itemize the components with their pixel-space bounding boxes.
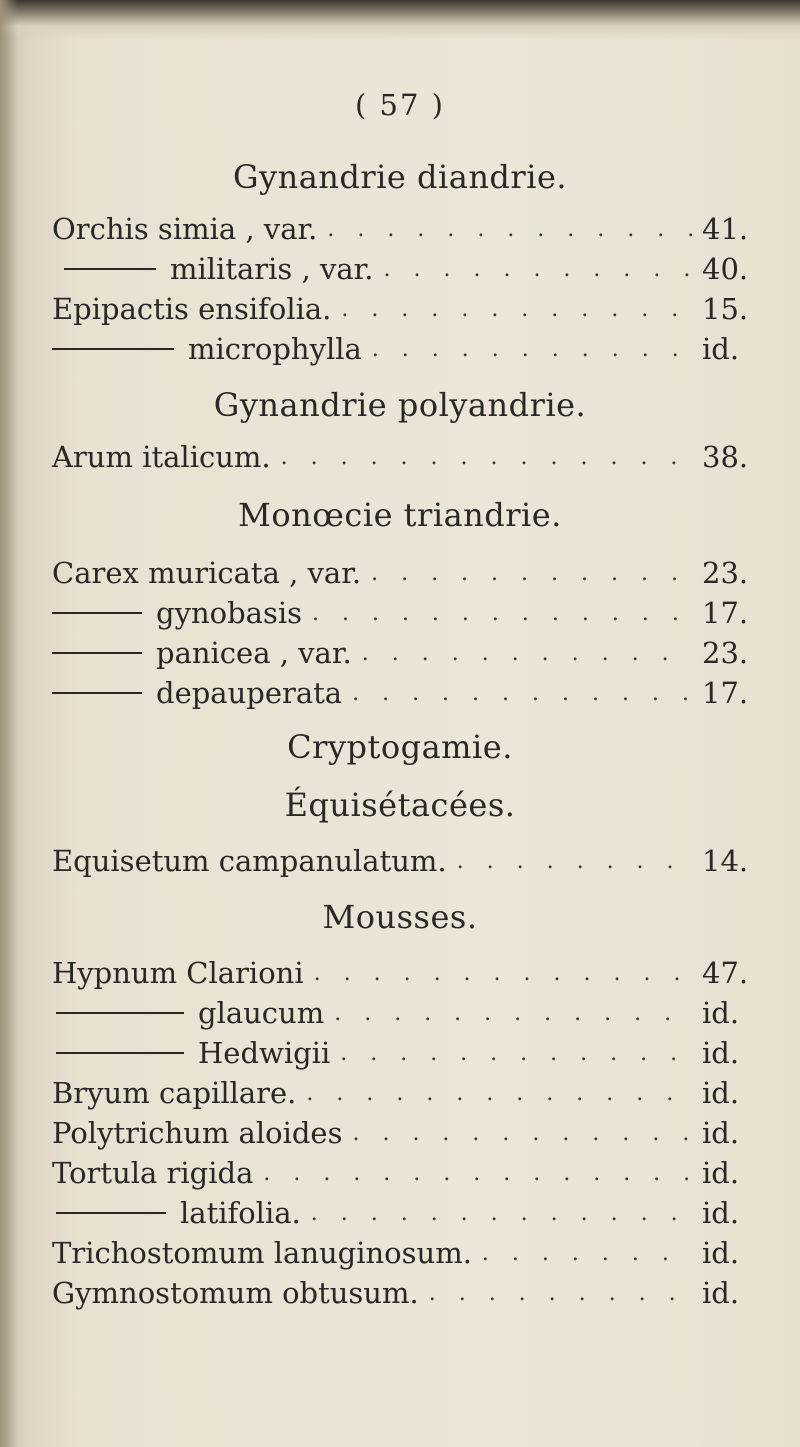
list-item [52,1076,752,1116]
page-top-edge [0,0,800,40]
leader-dots [352,1121,692,1146]
leader-dots [327,217,692,242]
leader-dots [312,601,692,626]
leader-dots [340,1041,692,1066]
page-reference: 23. [702,556,749,590]
taxon-name: Hypnum Clarioni [52,956,304,990]
taxon-name: Polytrichum aloides [52,1116,343,1150]
taxon-name: microphylla [188,332,362,366]
taxon-name: Carex muricata , var. [52,556,362,590]
ditto-dash [64,268,156,270]
page-reference: id. [702,1036,740,1070]
taxon-name: glaucum [198,996,325,1030]
taxon-name: Epipactis ensifolia. [52,292,332,326]
section-heading-cryptogamie: Cryptogamie. [287,728,513,766]
page-reference: 17. [702,676,749,710]
leader-dots [362,641,692,666]
taxon-name: gynobasis [156,596,302,630]
list-item [52,212,752,252]
list-item [52,252,752,292]
section-heading-gynandrie-diandrie: Gynandrie diandrie. [232,158,568,196]
list-item [52,1036,752,1076]
section-heading-gynandrie-polyandrie: Gynandrie polyandrie. [213,386,587,424]
taxon-name: militaris , var. [170,252,374,286]
list-item [52,996,752,1036]
list-item [52,292,752,332]
taxon-name: Arum italicum. [52,440,271,474]
list-item [52,596,752,636]
page-reference: id. [702,1276,740,1310]
list-item [52,844,752,884]
list-item [52,332,752,372]
ditto-dash [52,612,142,614]
page-reference: 14. [702,844,749,878]
list-item [52,636,752,676]
taxon-name: Trichostomum lanuginosum. [52,1236,472,1270]
leader-dots [314,961,692,986]
page-reference: id. [702,1156,740,1190]
list-item [52,676,752,716]
ditto-dash [52,692,142,694]
page-reference: 41. [702,212,749,246]
leader-dots [384,257,692,282]
page-number: ( 57 ) [355,88,445,122]
taxon-name: Hedwigii [198,1036,331,1070]
leader-dots [352,681,692,706]
page-reference: 38. [702,440,749,474]
taxon-name: depauperata [156,676,343,710]
page-reference: 40. [702,252,749,286]
list-item [52,556,752,596]
taxon-name: Tortula rigida [52,1156,254,1190]
leader-dots [311,1201,692,1226]
ditto-dash [52,348,174,350]
taxon-name: Gymnostomum obtusum. [52,1276,419,1310]
leader-dots [482,1241,692,1266]
leader-dots [263,1161,692,1186]
list-item [52,1276,752,1316]
section-subheading-equisetacees: Équisétacées. [284,786,516,824]
ditto-dash [56,1012,184,1014]
page-reference: id. [702,1236,740,1270]
ditto-dash [52,652,142,654]
page-reference: 15. [702,292,749,326]
page-reference: 17. [702,596,749,630]
ditto-dash [56,1212,166,1214]
page-reference: 47. [702,956,749,990]
leader-dots [457,849,692,874]
taxon-name: Orchis simia , var. [52,212,318,246]
list-item [52,1156,752,1196]
ditto-dash [56,1052,184,1054]
page-reference: id. [702,332,740,366]
leader-dots [372,337,692,362]
section-heading-mousses: Mousses. [322,898,478,936]
list-item [52,440,752,480]
taxon-name: panicea , var. [156,636,352,670]
page-reference: id. [702,1116,740,1150]
taxon-name: Equisetum campanulatum. [52,844,447,878]
leader-dots [429,1281,692,1306]
page-reference: id. [702,996,740,1030]
list-item [52,1116,752,1156]
list-item [52,956,752,996]
leader-dots [334,1001,692,1026]
section-heading-monoecie-triandrie: Monœcie triandrie. [238,496,562,534]
page-reference: id. [702,1076,740,1110]
taxon-name: Bryum capillare. [52,1076,297,1110]
list-item [52,1236,752,1276]
taxon-name: latifolia. [180,1196,301,1230]
list-item [52,1196,752,1236]
page-reference: id. [702,1196,740,1230]
leader-dots [371,561,692,586]
page-reference: 23. [702,636,749,670]
leader-dots [341,297,692,322]
leader-dots [306,1081,692,1106]
page-left-edge [0,0,18,1447]
leader-dots [281,445,692,470]
